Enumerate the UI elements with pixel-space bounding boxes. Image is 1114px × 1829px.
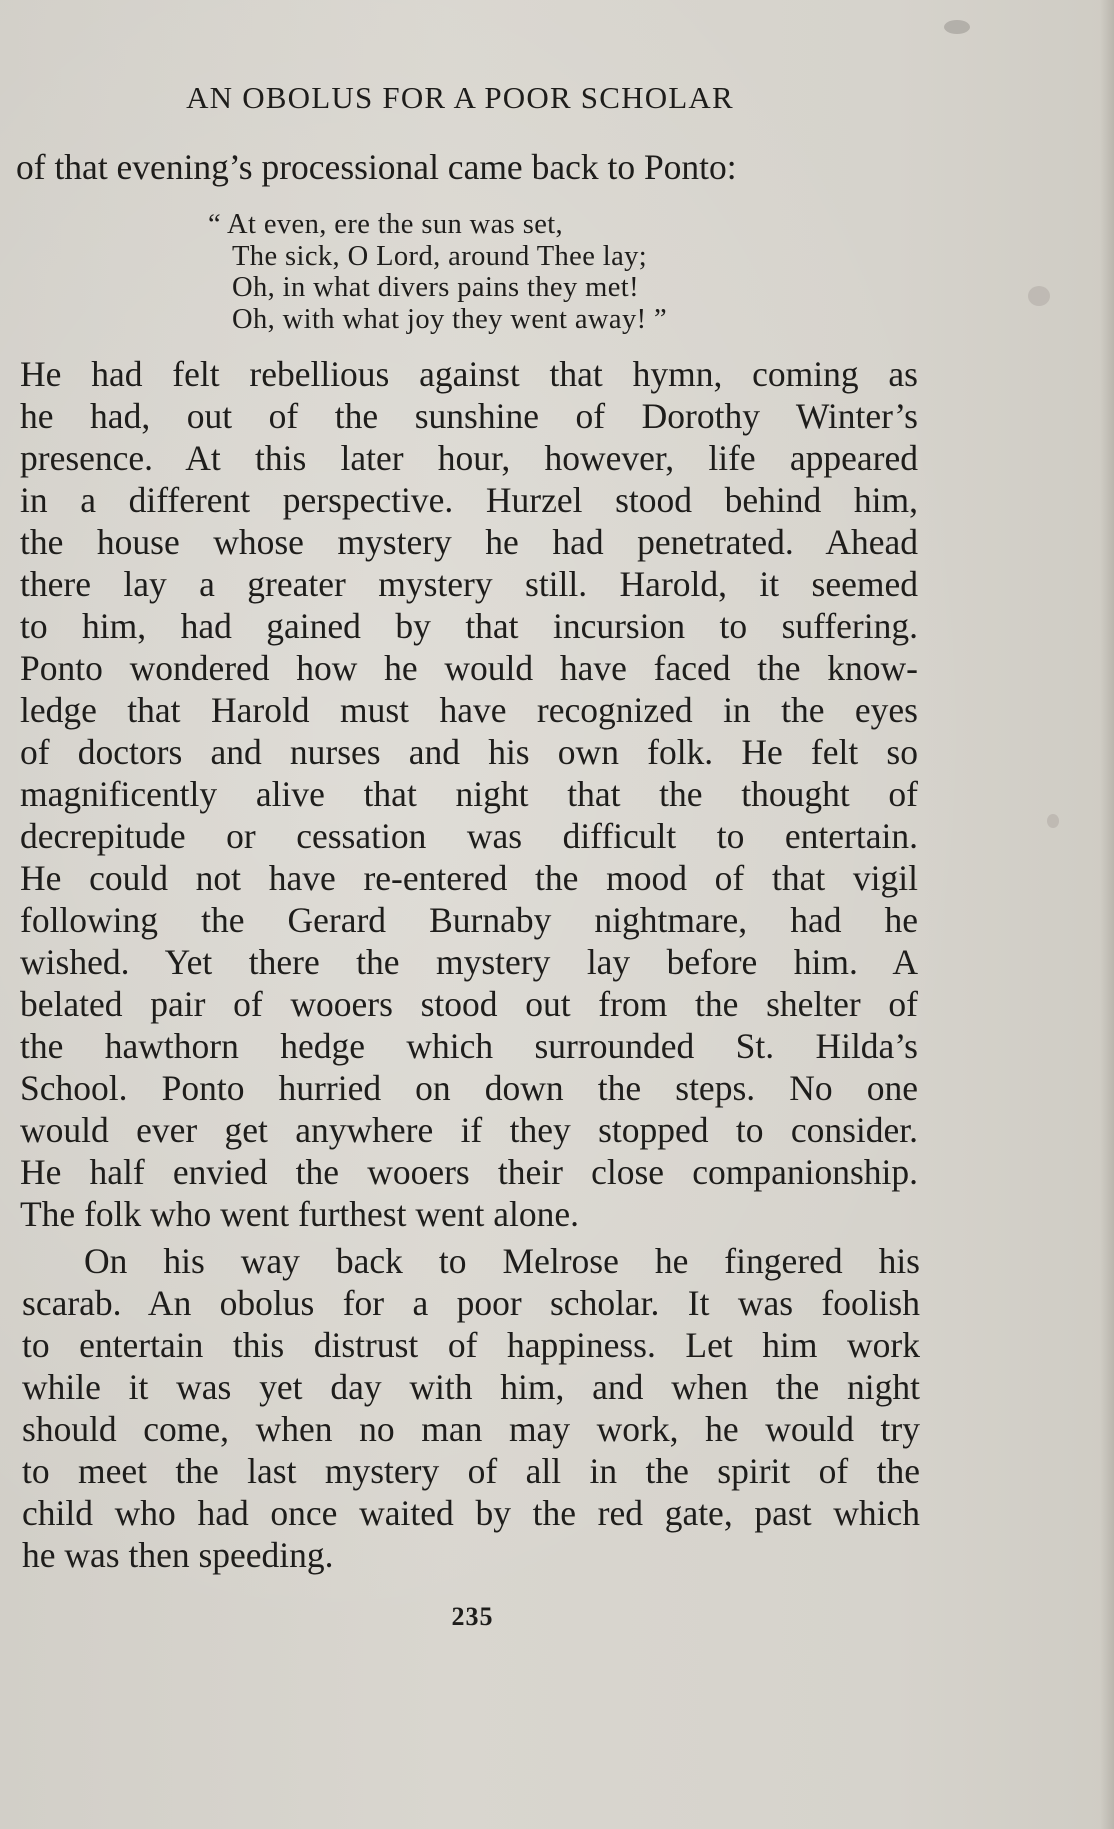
text-line: the hawthorn hedge which surrounded St. Hilda’s (20, 1026, 918, 1066)
text-line: The folk who went furthest went alone. (20, 1194, 579, 1234)
running-head: AN OBOLUS FOR A POOR SCHOLAR (186, 80, 734, 115)
text-line: to entertain this distrust of happiness. Let him work (22, 1325, 920, 1365)
text-line: Ponto wondered how he would have faced the know- (20, 648, 918, 688)
text-line: should come, when no man may work, he would try (22, 1409, 920, 1449)
paragraph-1 (20, 353, 918, 1235)
text-line: he was then speeding. (22, 1535, 334, 1575)
text-line: magnificently alive that night that the thought of (20, 774, 918, 814)
text-line: He could not have re-entered the mood of that vigil (20, 858, 918, 898)
text-line: the house whose mystery he had penetrated. Ahead (20, 522, 918, 562)
text-line: On his way back to Melrose he fingered his (84, 1241, 920, 1281)
text-line: presence. At this later hour, however, life appeared (20, 438, 918, 478)
hymn-quote (208, 209, 667, 335)
hymn-line: Oh, with what joy they went away! ” (232, 303, 668, 335)
hymn-line: “ At even, ere the sun was set, (208, 209, 564, 240)
text-line: to meet the last mystery of all in the spirit of the (22, 1451, 920, 1491)
text-line: while it was yet day with him, and when the night (22, 1367, 920, 1407)
hymn-line: Oh, in what divers pains they met! (232, 272, 639, 303)
text-line: decrepitude or cessation was difficult to entertain. (20, 816, 918, 856)
text-line: of doctors and nurses and his own folk. He felt so (20, 732, 918, 772)
text-line: would ever get anywhere if they stopped to consider. (20, 1110, 918, 1150)
ink-speck (944, 20, 970, 34)
text-line: to him, had gained by that incursion to suffering. (20, 606, 918, 646)
text-line: belated pair of wooers stood out from the shelter of (20, 984, 918, 1024)
text-line: there lay a greater mystery still. Harold, it seemed (20, 564, 918, 604)
intro-line: of that evening’s processional came back to Ponto: (16, 147, 737, 187)
hymn-line: The sick, O Lord, around Thee lay; (232, 240, 648, 272)
text-line: wished. Yet there the mystery lay before him. A (20, 942, 918, 982)
text-line: he had, out of the sunshine of Dorothy Winter’s (20, 396, 918, 436)
text-line: in a different perspective. Hurzel stood behind him, (20, 480, 918, 520)
paragraph-2 (22, 1240, 920, 1576)
ink-speck (1028, 286, 1050, 306)
page-number: 235 (451, 1602, 494, 1631)
page-edge-shadow (1100, 0, 1114, 1829)
text-line: ledge that Harold must have recognized in the eyes (20, 690, 918, 730)
text-line: following the Gerard Burnaby nightmare, had he (20, 900, 918, 940)
text-line: He half envied the wooers their close companionship. (20, 1152, 918, 1192)
text-line: scarab. An obolus for a poor scholar. It was foolish (22, 1283, 920, 1323)
text-line: He had felt rebellious against that hymn, coming as (20, 354, 918, 394)
text-line: School. Ponto hurried on down the steps. No one (20, 1068, 918, 1108)
text-line: child who had once waited by the red gate, past which (22, 1493, 920, 1533)
ink-speck (1047, 814, 1059, 828)
